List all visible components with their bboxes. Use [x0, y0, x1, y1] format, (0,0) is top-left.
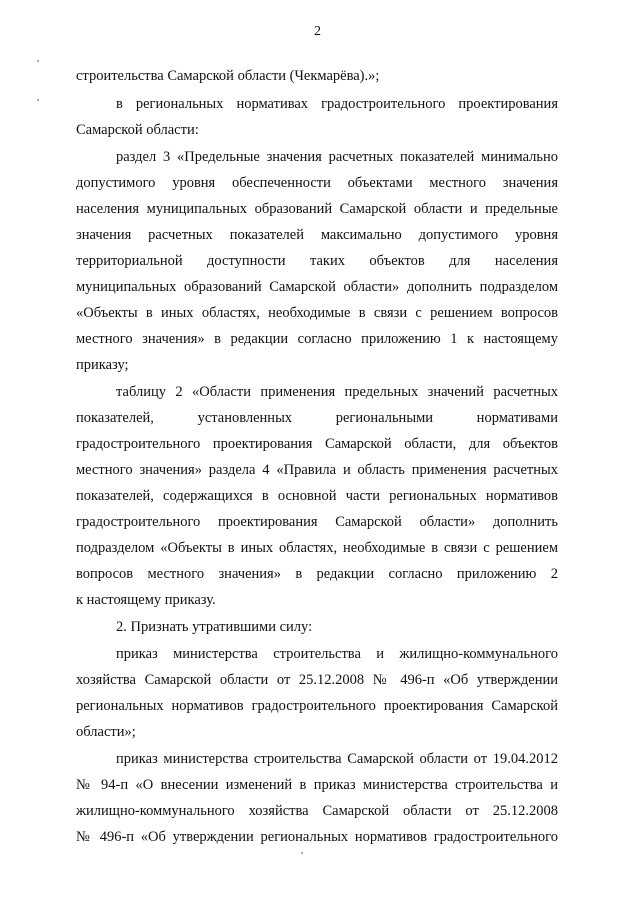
text-line: региональных нормативов градостроительного проектирования Самарской — [76, 698, 558, 714]
scan-speck — [301, 852, 303, 854]
text-line: строительства Самарской области (Чекмарёва).»; — [76, 68, 380, 84]
text-line: в региональных нормативах градостроительного проектирования — [116, 96, 558, 112]
text-line: градостроительного проектирования Самарской области» дополнить — [76, 514, 558, 530]
text-line: допустимого уровня обеспеченности объектами местного значения — [76, 175, 558, 191]
text-line: значения расчетных показателей максимально допустимого уровня — [76, 227, 558, 243]
text-line: населения муниципальных образований Самарской области и предельные — [76, 201, 558, 217]
text-line: Самарской области: — [76, 122, 199, 138]
text-line: приказ министерства строительства и жилищно-коммунального — [116, 646, 558, 662]
text-line: к настоящему приказу. — [76, 592, 216, 608]
text-line: приказу; — [76, 357, 129, 373]
text-line: территориальной доступности таких объектов для населения — [76, 253, 558, 269]
text-line: местного значения» в редакции согласно приложению 1 к настоящему — [76, 331, 558, 347]
text-line: хозяйства Самарской области от 25.12.2008 № 496-п «Об утверждении — [76, 672, 558, 688]
text-line: местного значения» раздела 4 «Правила и область применения расчетных — [76, 462, 558, 478]
page-number: 2 — [314, 24, 321, 39]
text-line: приказ министерства строительства Самарской области от 19.04.2012 — [116, 751, 558, 767]
scan-speck — [37, 99, 39, 101]
text-line: показателей, содержащихся в основной части региональных нормативов — [76, 488, 558, 504]
text-line: подразделом «Объекты в иных областях, необходимые в связи с решением — [76, 540, 558, 556]
text-line: № 496-п «Об утверждении региональных нормативов градостроительного — [76, 829, 558, 845]
text-line: вопросов местного значения» в редакции согласно приложению 2 — [76, 566, 558, 582]
text-line: градостроительного проектирования Самарской области, для объектов — [76, 436, 558, 452]
text-line: № 94-п «О внесении изменений в приказ министерства строительства и — [76, 777, 558, 793]
text-line: «Объекты в иных областях, необходимые в связи с решением вопросов — [76, 305, 558, 321]
text-line: жилищно-коммунального хозяйства Самарской области от 25.12.2008 — [76, 803, 558, 819]
text-line: раздел 3 «Предельные значения расчетных показателей минимально — [116, 149, 558, 165]
text-line: таблицу 2 «Области применения предельных значений расчетных — [116, 384, 558, 400]
text-line: показателей, установленных региональными нормативами — [76, 410, 558, 426]
numbered-item: 2. Признать утратившими силу: — [116, 619, 313, 635]
scan-speck — [37, 60, 39, 62]
text-line: области»; — [76, 724, 136, 740]
text-line: муниципальных образований Самарской области» дополнить подразделом — [76, 279, 558, 295]
